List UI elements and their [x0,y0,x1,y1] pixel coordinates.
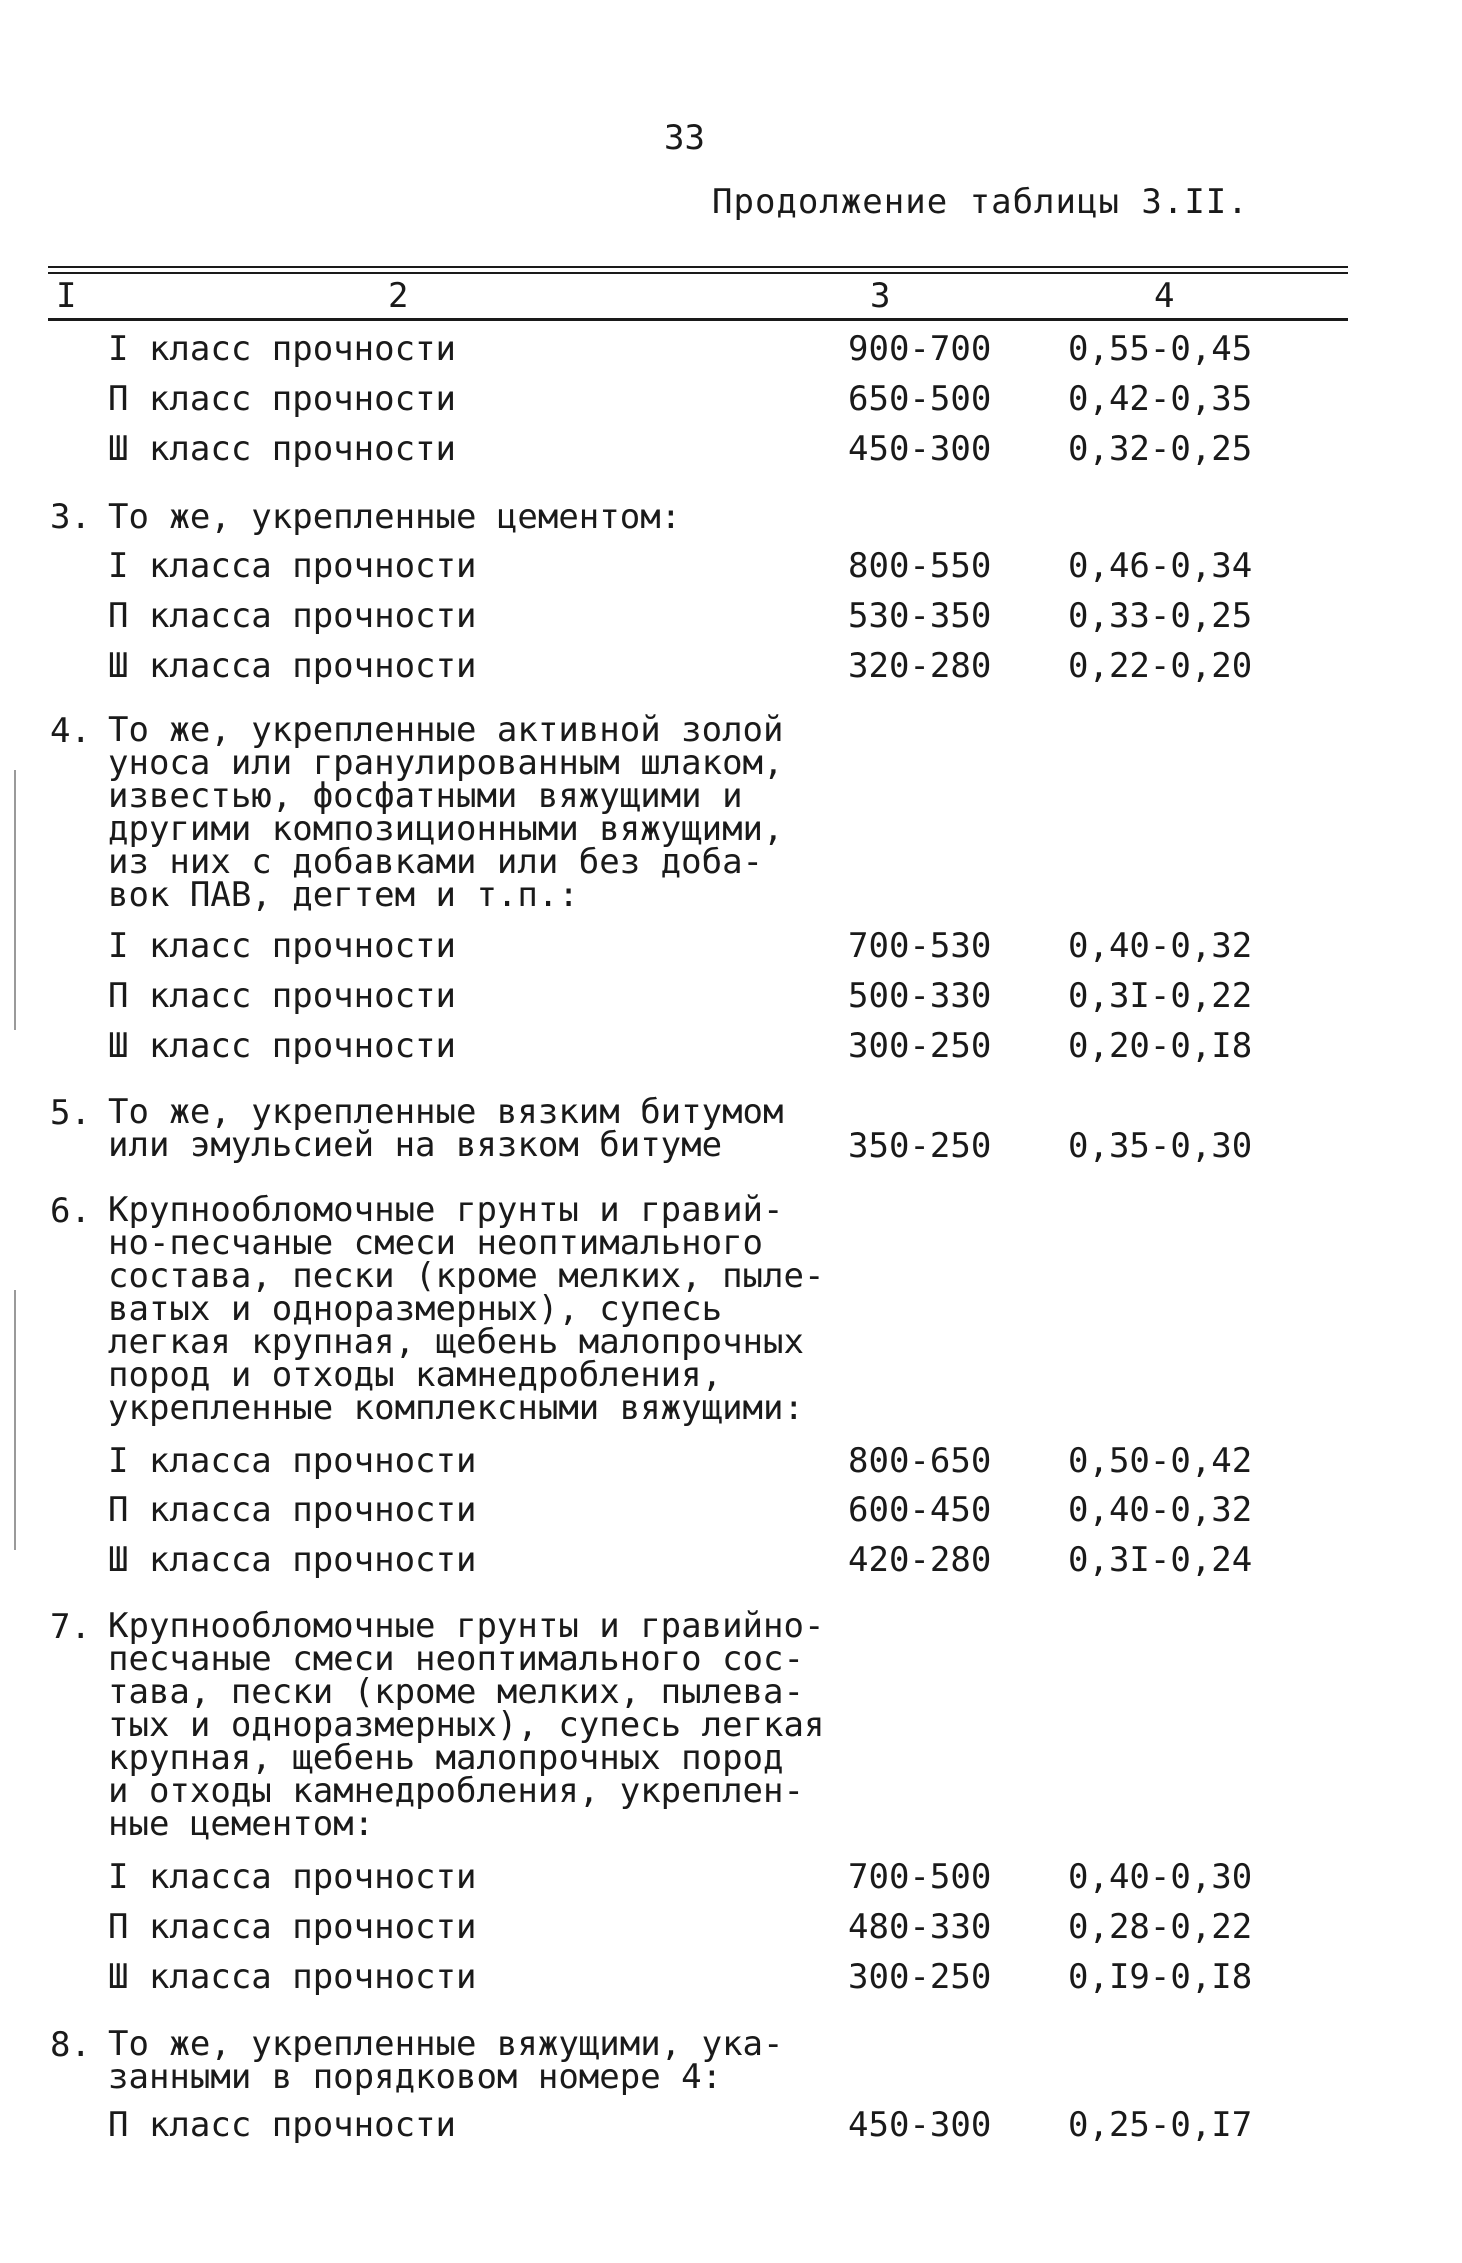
item-description: То же, укрепленные вяжущими, ука- занными в порядковом номере 4: [108,2024,784,2097]
row-value-col3: 600-450 [848,1490,992,1530]
item-number: 8. [50,2025,91,2065]
row-label: П класса прочности [108,1907,477,1947]
row-label: Ш класса прочности [108,1540,477,1580]
row-label: I класс прочности [108,926,456,966]
row-value-col3: 300-250 [848,1026,992,1066]
header-bottom-rule [48,318,1348,321]
item-number: 6. [50,1191,91,1231]
column-header-3: 3 [870,276,891,316]
row-value-col3: 300-250 [848,1957,992,1997]
row-value-col3: 350-250 [848,1126,992,1166]
table-top-rule-inner [48,272,1348,274]
row-label: П класса прочности [108,1490,477,1530]
row-label: I класса прочности [108,1857,477,1897]
row-value-col3: 480-330 [848,1907,992,1947]
row-value-col4: 0,3I-0,22 [1068,976,1253,1016]
item-number: 7. [50,1607,91,1647]
row-value-col3: 700-500 [848,1857,992,1897]
row-value-col4: 0,3I-0,24 [1068,1540,1253,1580]
scan-artifact [14,770,16,1030]
row-value-col3: 450-300 [848,429,992,469]
row-label: П класс прочности [108,379,456,419]
scan-artifact [14,1290,16,1550]
column-header-2: 2 [388,276,409,316]
item-description: Крупнообломочные грунты и гравий- но-песчаные смеси неоптимального состава, пески (кроме мелких, пыле- ватых и одноразмерных), супесь легкая крупная, щебень малопрочных пород и отходы камнедробления, укрепленные комплексными вяжущими: [108,1190,825,1428]
row-label: П класс прочности [108,2105,456,2145]
row-value-col3: 650-500 [848,379,992,419]
row-value-col3: 900-700 [848,329,992,369]
item-description: То же, укрепленные цементом: [108,497,682,537]
item-description: Крупнообломочные грунты и гравийно- песчаные смеси неоптимального сос- тава, пески (кроме мелких, пылева- тых и одноразмерных), супесь легкая крупная, щебень малопрочных пород и отходы камнедробления, укреплен- ные цементом: [108,1606,825,1844]
row-label: I класс прочности [108,329,456,369]
row-value-col4: 0,55-0,45 [1068,329,1253,369]
row-value-col4: 0,25-0,I7 [1068,2105,1253,2145]
item-number: 3. [50,497,91,537]
row-label: Ш класса прочности [108,646,477,686]
row-value-col4: 0,22-0,20 [1068,646,1253,686]
row-value-col3: 530-350 [848,596,992,636]
row-value-col3: 700-530 [848,926,992,966]
table-top-rule [48,266,1348,268]
row-value-col4: 0,46-0,34 [1068,546,1253,586]
row-label: П класс прочности [108,976,456,1016]
row-value-col3: 420-280 [848,1540,992,1580]
row-label: I класса прочности [108,1441,477,1481]
page-number: 33 [664,118,705,158]
row-label: Ш класса прочности [108,1957,477,1997]
row-label: Ш класс прочности [108,1026,456,1066]
item-number: 4. [50,711,91,751]
row-value-col4: 0,32-0,25 [1068,429,1253,469]
row-value-col4: 0,42-0,35 [1068,379,1253,419]
row-value-col3: 500-330 [848,976,992,1016]
row-label: Ш класс прочности [108,429,456,469]
column-header-4: 4 [1154,276,1175,316]
item-number: 5. [50,1093,91,1133]
row-value-col4: 0,40-0,30 [1068,1857,1253,1897]
column-header-1: I [56,276,77,316]
row-value-col4: 0,33-0,25 [1068,596,1253,636]
row-value-col3: 800-650 [848,1441,992,1481]
row-value-col4: 0,20-0,I8 [1068,1026,1253,1066]
row-value-col4: 0,I9-0,I8 [1068,1957,1253,1997]
row-label: I класса прочности [108,546,477,586]
row-label: П класса прочности [108,596,477,636]
row-value-col4: 0,35-0,30 [1068,1126,1253,1166]
row-value-col4: 0,28-0,22 [1068,1907,1253,1947]
item-description: То же, укрепленные вязким битумом или эмульсией на вязком битуме [108,1092,784,1165]
row-value-col3: 800-550 [848,546,992,586]
table-caption: Продолжение таблицы 3.II. [712,182,1249,222]
row-value-col4: 0,40-0,32 [1068,1490,1253,1530]
row-value-col3: 450-300 [848,2105,992,2145]
row-value-col3: 320-280 [848,646,992,686]
item-description: То же, укрепленные активной золой уноса или гранулированным шлаком, известью, фосфатными вяжущими и другими композиционными вяжущими, из них с добавками или без доба- вок ПАВ, дегтем и т.п.: [108,710,784,915]
row-value-col4: 0,40-0,32 [1068,926,1253,966]
row-value-col4: 0,50-0,42 [1068,1441,1253,1481]
